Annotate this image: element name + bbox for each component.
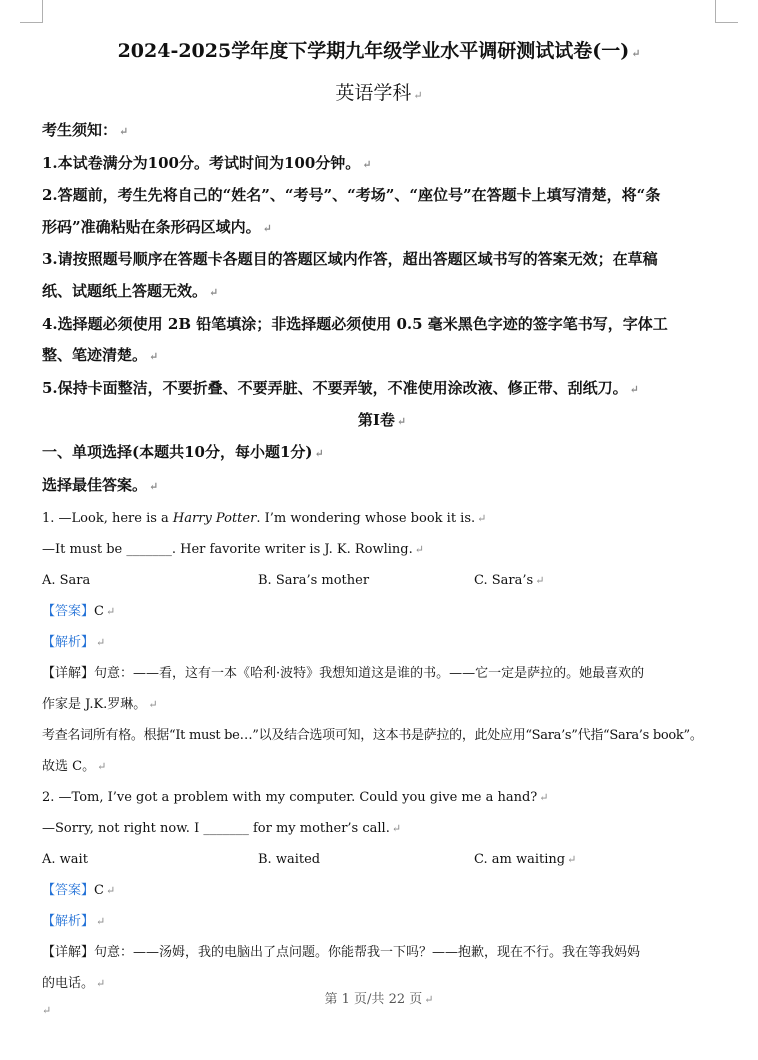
notice-item-4: 4.选择题必须使用 2B 铅笔填涂；非选择题必须使用 0.5 毫米黑色字迹的签字笔书写，字体工: [42, 314, 668, 333]
question-2-detail: 【详解】句意：——汤姆，我的电脑出了点问题。你能帮我一下吗？——抱歉，现在不行。我在等我妈妈: [42, 944, 641, 960]
question-2-answer: 【答案】C ↵: [42, 882, 116, 898]
option-a: A. wait: [42, 851, 88, 867]
notice-item-1: 1.本试卷满分为100分。考试时间为100分钟。 ↵: [42, 153, 372, 172]
corner-mark-right: [715, 0, 738, 23]
question-1-options: [42, 565, 722, 596]
question-1-detail-cont: 作家是 J.K.罗琳。 ↵: [42, 696, 158, 712]
notice-item-2: 2.答题前，考生先将自己的“姓名”、“考号”、“考场”、“座位号”在答题卡上填写清楚，将“条: [42, 186, 661, 205]
document-subtitle: 英语学科 ↵: [335, 82, 423, 104]
question-1-detail: 【详解】句意：——看，这有一本《哈利·波特》我想知道这是谁的书。——它一定是萨拉的。她最喜欢的: [42, 665, 645, 681]
question-1-line2: —It must be _______. Her favorite writer is J. K. Rowling. ↵: [42, 541, 424, 557]
option-a: A. Sara: [42, 572, 91, 588]
notice-item-4-cont: 整、笔迹清楚。 ↵: [42, 346, 159, 365]
part-title: 一、单项选择(本题共10分，每小题1分) ↵: [42, 443, 324, 462]
notice-item-2-cont: 形码”准确粘贴在条形码区域内。 ↵: [42, 217, 272, 236]
option-c: C. Sara’s ↵: [474, 572, 545, 588]
option-c: C. am waiting ↵: [474, 851, 577, 867]
question-2-analysis: 【解析】 ↵: [42, 913, 106, 929]
question-2-options: [42, 844, 722, 875]
page-footer: 第 1 页/共 22 页 ↵: [324, 992, 434, 1007]
document-title: 2024-2025学年度下学期九年级学业水平调研测试试卷(一) ↵: [117, 40, 641, 62]
question-2-stem: 2. —Tom, I’ve got a problem with my computer. Could you give me a hand? ↵: [42, 789, 549, 805]
question-1-analysis: 【解析】 ↵: [42, 634, 106, 650]
section-title: 第Ⅰ卷 ↵: [357, 411, 407, 430]
question-1-conclusion: 故选 C。 ↵: [42, 758, 107, 774]
instruction: 选择最佳答案。 ↵: [42, 475, 159, 494]
notice-item-5: 5.保持卡面整洁，不要折叠、不要弄脏、不要弄皱，不准使用涂改液、修正带、刮纸刀。 ↵: [42, 378, 639, 397]
document-body: [42, 115, 722, 999]
option-b: B. waited: [258, 851, 321, 867]
option-b: B. Sara’s mother: [258, 572, 370, 588]
question-2-line2: —Sorry, not right now. I _______ for my mother’s call. ↵: [42, 820, 402, 836]
question-1-answer: 【答案】C ↵: [42, 603, 116, 619]
end-paragraph-mark: ↵: [42, 1004, 52, 1017]
question-1-explanation: 考查名词所有格。根据“It must be…”以及结合选项可知，这本书是萨拉的，此处应用“Sara’s”代指“Sara’s book”。: [42, 727, 703, 743]
question-2-detail-cont: 的电话。 ↵: [42, 975, 106, 991]
corner-mark-left: [20, 0, 43, 23]
question-1-stem: 1. —Look, here is a Harry Potter. I’m wondering whose book it is. ↵: [42, 510, 487, 526]
notice-heading: 考生须知： ↵: [42, 121, 129, 139]
notice-item-3: 3.请按照题号顺序在答题卡各题目的答题区域内作答，超出答题区域书写的答案无效；在草稿: [42, 250, 658, 269]
notice-item-3-cont: 纸、试题纸上答题无效。 ↵: [42, 281, 219, 300]
